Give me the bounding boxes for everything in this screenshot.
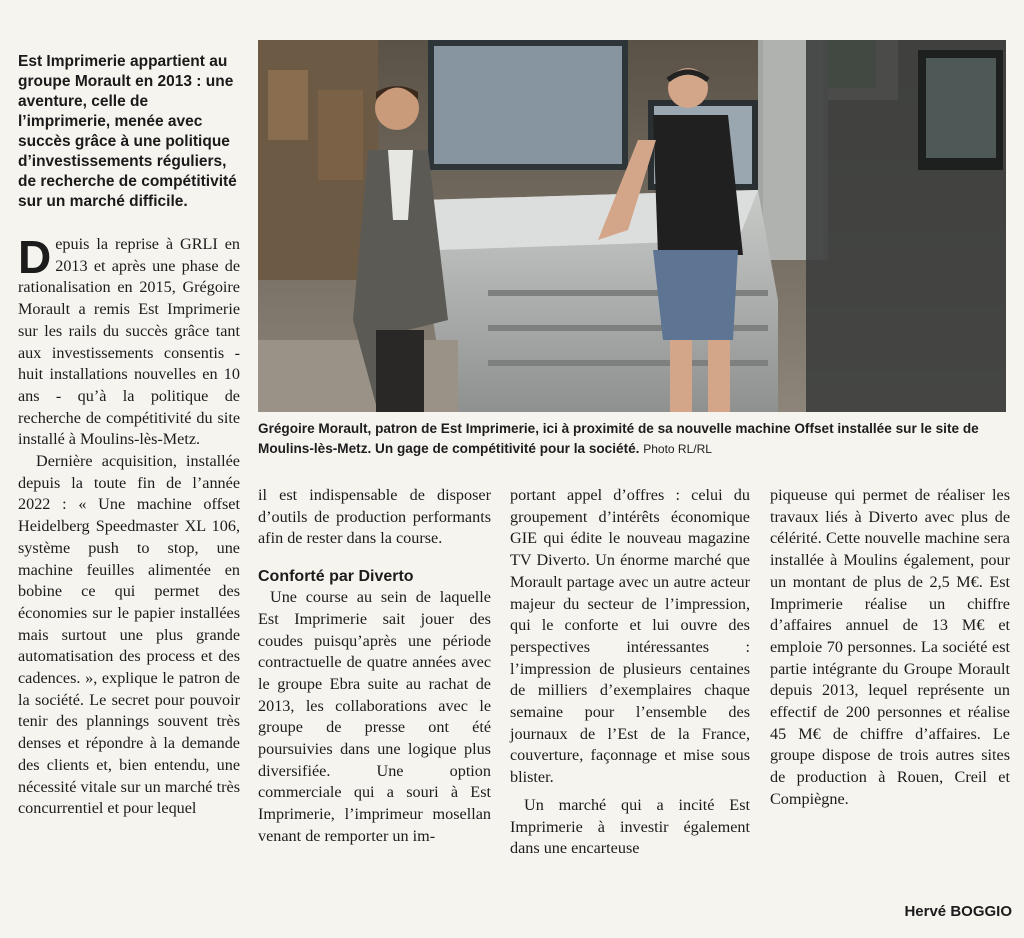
article-column-4 [770, 485, 1010, 811]
article-byline: Hervé BOGGIO [904, 903, 1012, 920]
paragraph-text: epuis la reprise à GRLI en 2013 et après une phase de rationalisation en 2015, Grégoire Morault a remis Est Imprimerie sur les rails du succès grâce tant aux investissements consentis - huit installations nouvelles en 10 ans - qu’à la politique de recherche de compétitivité du site installé à Moulins-lès-Metz. [18, 235, 240, 449]
paragraph: Dernière acquisition, installée depuis la toute fin de l’année 2022 : « Une machine offset Heidelberg Speedmaster XL 106, système push to stop, une machine feuilles alimentée en bobine ce qui permet des économies sur le papier installées mais surtout une plus grande automatisation des process et des cadences. », explique le patron de la société. Le secret pour pouvoir tenir des plannings souvent très denses et répondre à la demande des clients et, bien entendu, une nécessité vitale sur un marché très concurrentiel et pour lequel [18, 452, 240, 818]
article-column-1 [18, 231, 240, 820]
article-photo [258, 40, 1006, 412]
caption-text: Grégoire Morault, patron de Est Imprimerie, ici à proximité de sa nouvelle machine Offset installée sur le site de Moulins-lès-Metz. Un gage de compétitivité pour la société. [258, 421, 979, 456]
article-column-3 [510, 485, 750, 860]
drop-cap: D [18, 231, 52, 283]
paragraph: Une course au sein de laquelle Est Imprimerie sait jouer des coudes puisqu’après une période contractuelle de quatre années avec le groupe Ebra suite au rachat de 2013, les collaborations avec le groupe de presse ont été poursuivies dans une logique plus diversifiée. Une option commerciale qui a souri à Est Imprimerie, l’imprimeur mosellan venant de remporter un im- [258, 588, 491, 845]
article-lead: Est Imprimerie appartient au groupe Morault en 2013 : une aventure, celle de l’imprimerie, menée avec succès grâce à une politique d’investissements réguliers, de recherche de compétitivité sur un marché difficile. [18, 53, 237, 210]
photo-caption [258, 419, 1008, 459]
paragraph: il est indispensable de disposer d’outils de production performants afin de rester dans la course. [258, 486, 491, 548]
photo-credit: Photo RL/RL [643, 442, 712, 456]
paragraph: Un marché qui a incité Est Imprimerie à investir également dans une encarteuse [510, 795, 750, 858]
paragraph: piqueuse qui permet de réaliser les travaux liés à Diverto avec plus de célérité. Cette nouvelle machine sera installée à Moulins également, pour un montant de plus de 2,5 M€. Est Imprimerie réalise un chiffre d’affaires annuel de 13 M€ et emploie 70 personnes. La société est partie intégrante du Groupe Morault depuis 2013, lequel représente un effectif de 200 personnes et réalise 45 M€ de chiffre d’affaires. Le groupe dispose de trois autres sites de production à Rouen, Creil et Compiègne. [770, 486, 1010, 808]
paragraph [18, 231, 240, 451]
paragraph: portant appel d’offres : celui du groupement d’intérêts économique GIE qui édite le nouveau magazine TV Diverto. Un énorme marché que Morault partage avec un autre acteur majeur du secteur de l’impression, qui le conforte et lui ouvre des perspectives intéressantes : l’impression de plusieurs centaines de milliers d’exemplaires chaque semaine pour l’ensemble des journaux de l’Est de la France, couverture, façonnage et mise sous blister. [510, 486, 750, 787]
article-subheading: Conforté par Diverto [258, 568, 414, 586]
article-column-2 [258, 485, 491, 848]
